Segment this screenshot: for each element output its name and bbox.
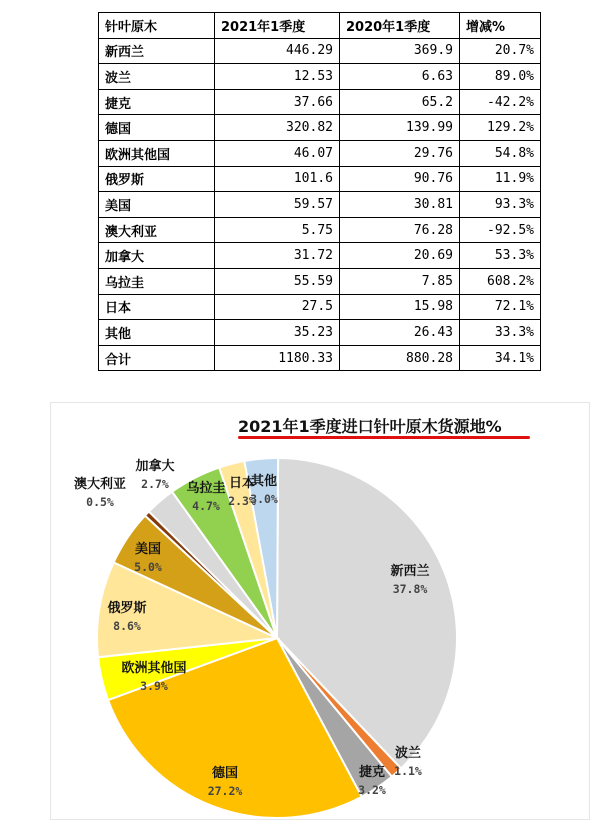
change-cell: 54.8% <box>460 140 541 166</box>
country-cell: 乌拉圭 <box>99 268 215 294</box>
slice-value-label: 37.8% <box>392 582 428 596</box>
value-2020-cell: 7.85 <box>340 268 460 294</box>
value-2021-cell: 320.82 <box>215 115 340 141</box>
slice-label: 乌拉圭 <box>186 481 226 496</box>
value-2021-cell: 101.6 <box>215 166 340 192</box>
value-2020-cell: 29.76 <box>340 140 460 166</box>
slice-value-label: 3.0% <box>250 492 278 506</box>
slice-label: 澳大利亚 <box>73 477 127 492</box>
country-cell: 日本 <box>99 294 215 320</box>
change-cell: 129.2% <box>460 115 541 141</box>
value-2020-cell: 20.69 <box>340 243 460 269</box>
slice-label: 其他 <box>250 474 278 489</box>
change-cell: 93.3% <box>460 192 541 218</box>
change-cell: 33.3% <box>460 320 541 346</box>
value-2021-cell: 46.07 <box>215 140 340 166</box>
value-2021-cell: 55.59 <box>215 268 340 294</box>
header-2020q1: 2020年1季度 <box>340 13 460 39</box>
header-change: 增减% <box>460 13 541 39</box>
slice-value-label: 5.0% <box>134 560 162 574</box>
country-cell: 加拿大 <box>99 243 215 269</box>
country-cell: 美国 <box>99 192 215 218</box>
header-2021q1: 2021年1季度 <box>215 13 340 39</box>
country-cell: 澳大利亚 <box>99 217 215 243</box>
change-cell: 608.2% <box>460 268 541 294</box>
value-2020-cell: 90.76 <box>340 166 460 192</box>
value-2020-cell: 15.98 <box>340 294 460 320</box>
change-cell: 20.7% <box>460 38 541 64</box>
value-2020-cell: 65.2 <box>340 89 460 115</box>
country-cell: 波兰 <box>99 64 215 90</box>
slice-label: 日本 <box>228 476 256 491</box>
slice-label: 美国 <box>134 542 162 557</box>
slice-value-label: 2.3% <box>228 494 256 508</box>
value-2021-cell: 12.53 <box>215 64 340 90</box>
value-2020-cell: 30.81 <box>340 192 460 218</box>
change-cell: 53.3% <box>460 243 541 269</box>
value-2021-cell: 35.23 <box>215 320 340 346</box>
change-cell: 72.1% <box>460 294 541 320</box>
value-2021-cell: 31.72 <box>215 243 340 269</box>
change-cell: -92.5% <box>460 217 541 243</box>
slice-label: 捷克 <box>358 765 386 780</box>
country-cell: 德国 <box>99 115 215 141</box>
slice-label: 俄罗斯 <box>107 601 147 616</box>
slice-label: 德国 <box>211 766 239 781</box>
value-2020-cell: 76.28 <box>340 217 460 243</box>
value-2021-cell: 5.75 <box>215 217 340 243</box>
header-category: 针叶原木 <box>99 13 215 39</box>
value-2021-cell: 37.66 <box>215 89 340 115</box>
country-cell: 新西兰 <box>99 38 215 64</box>
slice-value-label: 3.9% <box>140 679 168 693</box>
slice-label: 欧洲其他国 <box>121 661 187 676</box>
slice-value-label: 4.7% <box>192 499 220 513</box>
country-cell: 其他 <box>99 320 215 346</box>
value-2020-cell: 369.9 <box>340 38 460 64</box>
country-cell: 合计 <box>99 345 215 371</box>
value-2020-cell: 880.28 <box>340 345 460 371</box>
change-cell: -42.2% <box>460 89 541 115</box>
slice-value-label: 8.6% <box>113 619 141 633</box>
country-cell: 欧洲其他国 <box>99 140 215 166</box>
slice-label: 新西兰 <box>390 564 430 579</box>
change-cell: 11.9% <box>460 166 541 192</box>
value-2021-cell: 27.5 <box>215 294 340 320</box>
change-cell: 89.0% <box>460 64 541 90</box>
chart-title: 2021年1季度进口针叶原木货源地% <box>238 417 502 436</box>
country-cell: 捷克 <box>99 89 215 115</box>
slice-label: 加拿大 <box>135 459 175 474</box>
slice-value-label: 3.2% <box>358 783 386 797</box>
slice-value-label: 2.7% <box>141 477 169 491</box>
slice-value-label: 0.5% <box>86 495 114 509</box>
country-cell: 俄罗斯 <box>99 166 215 192</box>
value-2021-cell: 1180.33 <box>215 345 340 371</box>
change-cell: 34.1% <box>460 345 541 371</box>
value-2021-cell: 59.57 <box>215 192 340 218</box>
value-2020-cell: 26.43 <box>340 320 460 346</box>
slice-label: 波兰 <box>394 746 422 761</box>
value-2020-cell: 6.63 <box>340 64 460 90</box>
slice-value-label: 27.2% <box>207 784 243 798</box>
value-2020-cell: 139.99 <box>340 115 460 141</box>
slice-value-label: 1.1% <box>394 764 422 778</box>
value-2021-cell: 446.29 <box>215 38 340 64</box>
